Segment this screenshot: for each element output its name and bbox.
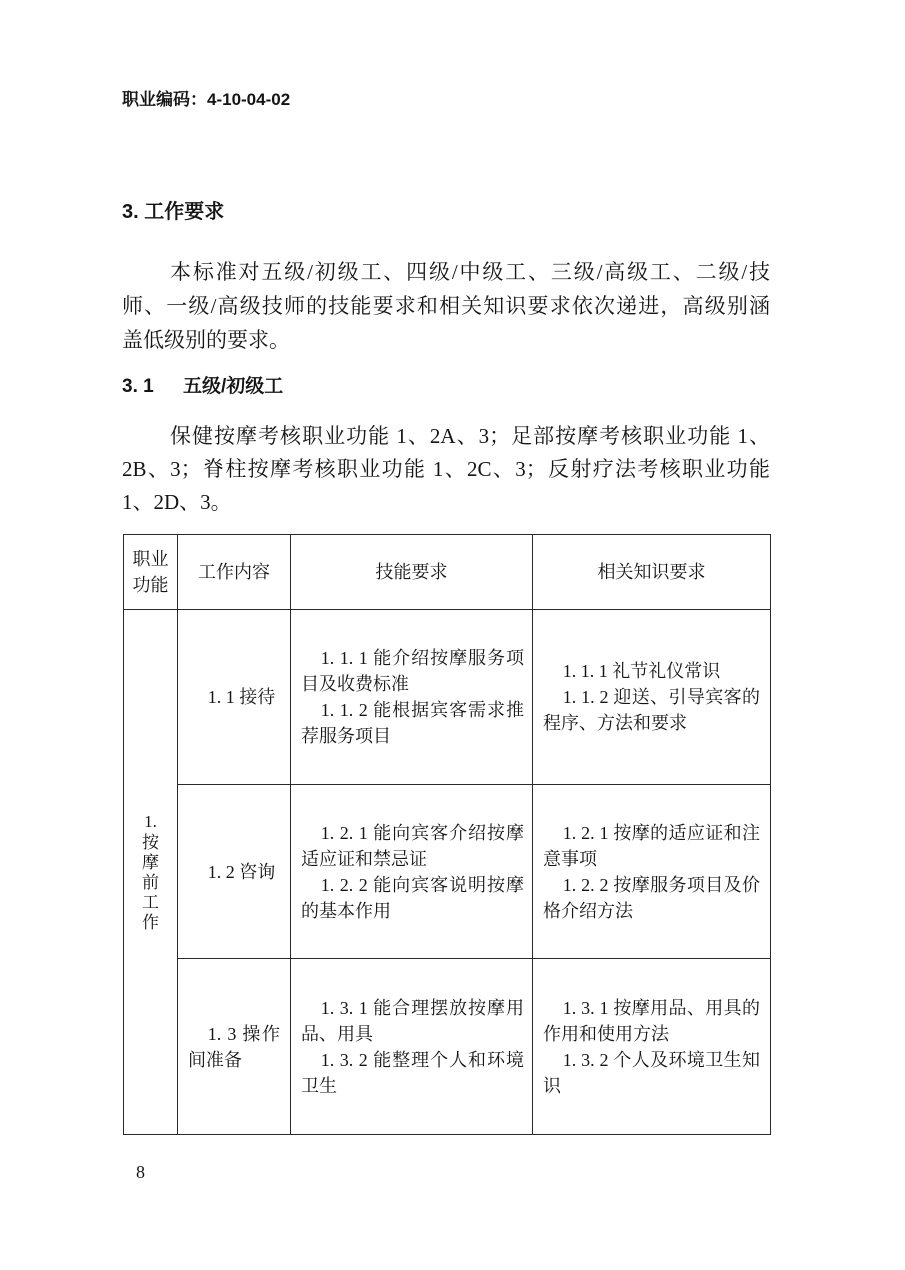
- skill-cell: [291, 610, 533, 785]
- skill-item: 1. 1. 2 能根据宾客需求推荐服务项目: [301, 700, 524, 746]
- knowledge-item: 1. 3. 2 个人及环境卫生知识: [543, 1049, 760, 1096]
- knowledge-item: 1. 3. 1 按摩用品、用具的作用和使用方法: [543, 997, 760, 1044]
- header-work-content: 工作内容: [178, 535, 291, 610]
- paragraph-line: 本标准对五级/初级工、四级/中级工、三级/高级工、二级/技: [170, 260, 770, 284]
- skill-item: 1. 3. 1 能合理摆放按摩用品、用具: [301, 997, 524, 1044]
- work-content-text: 1. 1 接待: [207, 687, 276, 707]
- table-header-row: [124, 535, 771, 610]
- table-row: [124, 785, 771, 959]
- header-knowledge-requirements: 相关知识要求: [533, 535, 771, 610]
- skill-cell: [291, 959, 533, 1135]
- subsection-number: 3. 1: [122, 376, 154, 397]
- work-content-cell: [178, 785, 291, 959]
- subsection-intro-paragraph: [122, 420, 770, 519]
- knowledge-item: 1. 2. 1 按摩的适应证和注意事项: [543, 822, 760, 869]
- subsection-title: [122, 373, 283, 401]
- header-occupational-function: 职业功能: [124, 535, 178, 610]
- section-intro-paragraph: [122, 255, 770, 357]
- skill-item: 1. 2. 1 能向宾客介绍按摩适应证和禁忌证: [301, 822, 524, 869]
- function-number: 1.: [144, 812, 157, 831]
- knowledge-cell: [533, 610, 771, 785]
- skill-item: 1. 1. 1 能介绍按摩服务项目及收费标准: [301, 648, 524, 694]
- work-content-cell: [178, 610, 291, 785]
- paragraph-line: 1、2D、3。: [122, 490, 232, 514]
- paragraph-line: 盖低级别的要求。: [122, 328, 290, 352]
- knowledge-item: 1. 2. 2 按摩服务项目及价格介绍方法: [543, 874, 760, 921]
- skill-cell: [291, 785, 533, 959]
- knowledge-cell: [533, 785, 771, 959]
- requirements-table: [123, 534, 771, 1135]
- section-title: 3. 工作要求: [122, 201, 225, 223]
- function-name: 按摩前工作: [142, 833, 159, 932]
- page-number: 8: [136, 1162, 145, 1182]
- skill-item: 1. 2. 2 能向宾客说明按摩的基本作用: [301, 874, 524, 921]
- work-content-text: 1. 2 咨询: [207, 861, 276, 882]
- table-row: [124, 959, 771, 1135]
- paragraph-line: 保健按摩考核职业功能 1、2A、3；足部按摩考核职业功能 1、: [170, 424, 770, 448]
- work-content-cell: [178, 959, 291, 1135]
- subsection-name: 五级/初级工: [183, 376, 284, 397]
- skill-item: 1. 3. 2 能整理个人和环境卫生: [301, 1049, 524, 1096]
- work-content-text: 1. 3 操作间准备: [188, 1023, 280, 1070]
- knowledge-cell: [533, 959, 771, 1135]
- paragraph-line: 2B、3；脊柱按摩考核职业功能 1、2C、3；反射疗法考核职业功能: [122, 457, 770, 481]
- header-skill-requirements: 技能要求: [291, 535, 533, 610]
- knowledge-item: 1. 1. 1 礼节礼仪常识: [562, 661, 721, 681]
- function-cell: [124, 610, 178, 1135]
- knowledge-item: 1. 1. 2 迎送、引导宾客的程序、方法和要求: [543, 687, 760, 733]
- table-row: [124, 610, 771, 785]
- paragraph-line: 师、一级/高级技师的技能要求和相关知识要求依次递进，高级别涵: [122, 294, 770, 318]
- occupation-code: 职业编码：4-10-04-02: [122, 90, 291, 109]
